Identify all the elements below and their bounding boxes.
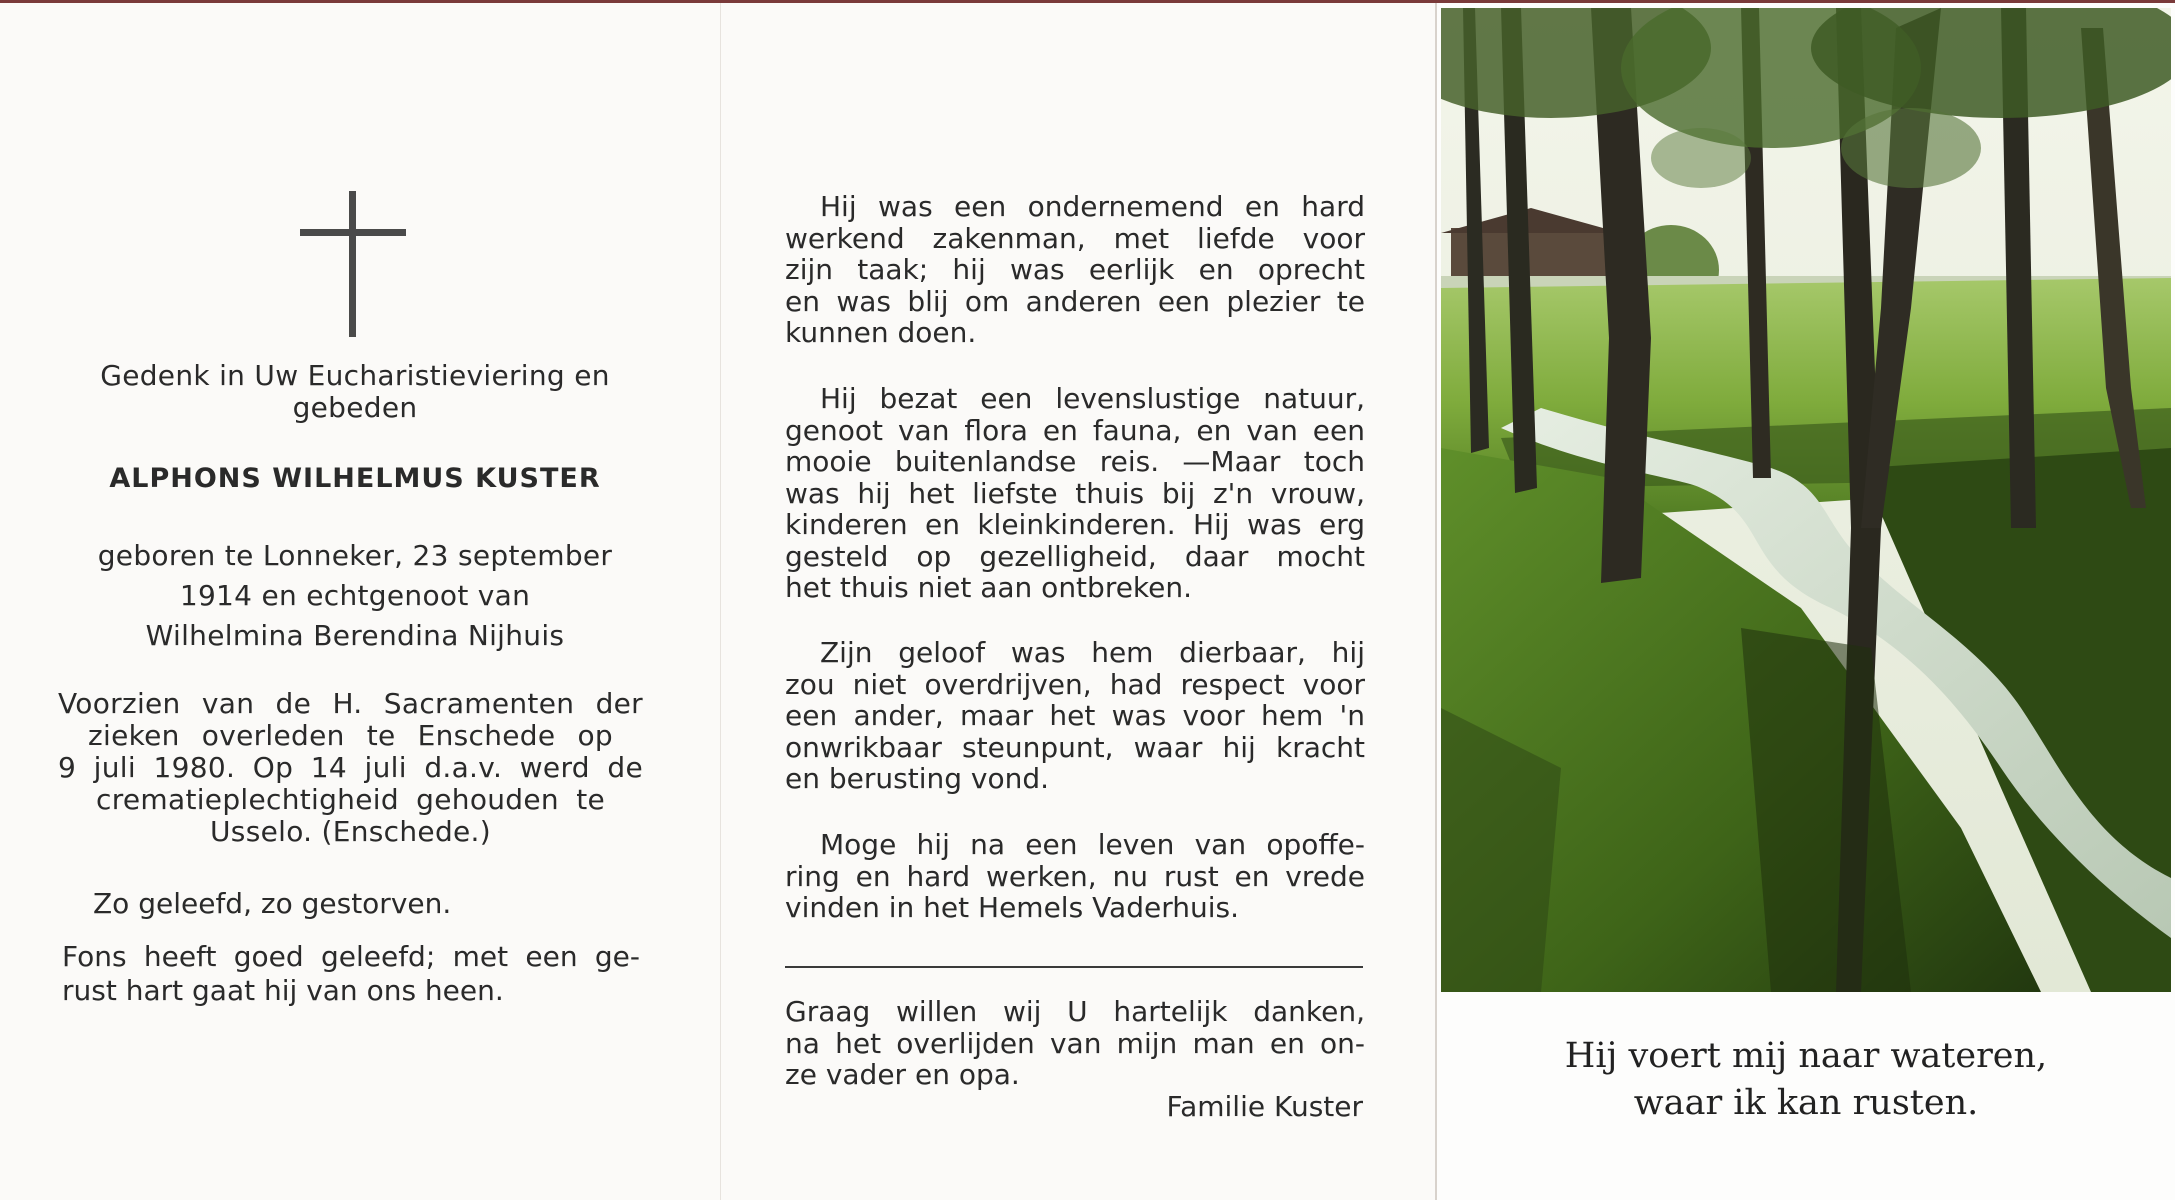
paragraph-4: Moge hij na een leven van opoffe- ring en hard werken, nu rust en vrede vinden in het Hemels Vaderhuis. <box>785 828 1365 924</box>
intro-text: Gedenk in Uw Eucharistieviering en gebeden <box>100 359 610 424</box>
closing-text: Fons heeft goed geleefd; met een ge- rust hart gaat hij van ons heen. <box>62 940 640 1007</box>
paragraph-1: Hij was een ondernemend en hard werkend zakenman, met liefde voor zijn taak; hij was eerlijk en oprecht en was blij om anderen een plezier te kunnen doen. <box>785 190 1365 349</box>
thanks-text: Graag willen wij U hartelijk danken, na het overlijden van mijn man en on- ze vader en opa. <box>785 995 1365 1091</box>
deceased-name: ALPHONS WILHELMUS KUSTER <box>109 463 601 494</box>
death-text: Voorzien van de H. Sacramenten der zieken overleden te Enschede op 9 juli 1980. Op 14 juli d.a.v. werd de crematieplechtigheid gehouden te Usselo. (Enschede.) <box>58 687 643 848</box>
signature: Familie Kuster <box>1166 1090 1363 1123</box>
paragraph-2: Hij bezat een levenslustige natuur, genoot van flora en fauna, en van een mooie buitenlandse reis. —Maar toch was hij het liefste thuis bij z'n vrouw, kinderen en kleinkinderen. Hij was erg gesteld op gezelligheid, daar mocht het thuis niet aan ontbreken. <box>785 382 1365 604</box>
paragraph-3: Zijn geloof was hem dierbaar, hij zou niet overdrijven, had respect voor een ander, maar het was voor hem 'n onwrikbaar steunpunt, waar hij kracht en berusting vond. <box>785 636 1365 795</box>
fold-line <box>720 3 721 1200</box>
landscape-photo <box>1441 8 2171 992</box>
birth-text: geboren te Lonneker, 23 september 1914 en echtgenoot van Wilhelmina Berendina Nijhuis <box>97 539 613 652</box>
divider-rule <box>785 966 1363 968</box>
cross-icon <box>300 191 406 337</box>
motto-text: Zo geleefd, zo gestorven. <box>93 887 452 920</box>
psalm-caption: Hij voert mij naar wateren, waar ik kan rusten. <box>1564 1036 2048 1123</box>
